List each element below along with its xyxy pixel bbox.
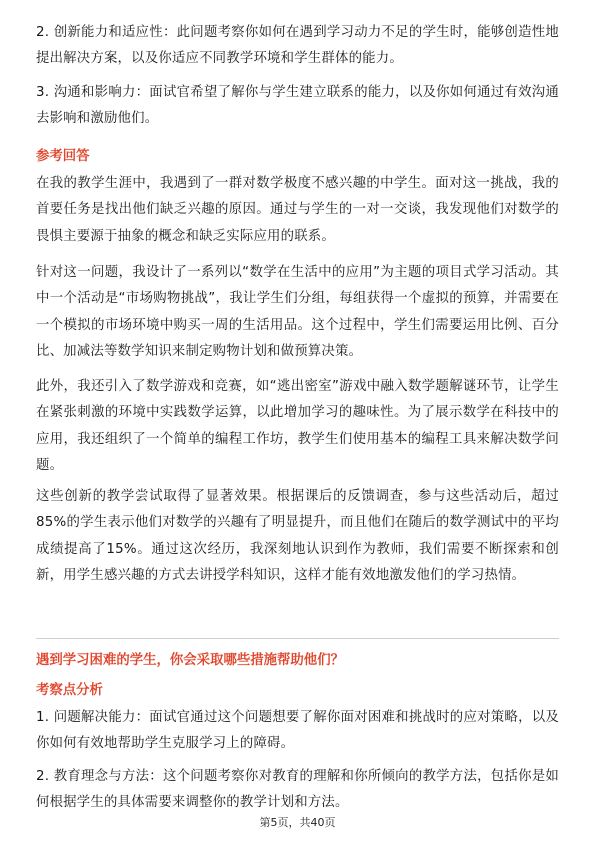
reference-answer-heading: 参考回答 xyxy=(36,149,90,164)
analysis-item-education-philosophy: 2. 教育理念与方法：这个问题考察你对教育的理解和你所倾向的教学方法，包括你是如何根据学生的具体需要来调整你的教学计划和方法。 xyxy=(36,769,559,811)
answer-paragraph-4: 这些创新的教学尝试取得了显著效果。根据课后的反馈调查，参与这些活动后，超过85%的学生表示他们对数学的兴趣有了明显提升，而且他们在随后的数学测试中的平均成绩提高了15%。通过这次经历，我深刻地认识到作为教师，我们需要不断探索和创新，用学生感兴趣的方式去讲授学科知识，这样才能有效地激发他们的学习热情。 xyxy=(36,489,559,584)
answer-paragraph-2: 针对这一问题，我设计了一系列以“数学在生活中的应用”为主题的项目式学习活动。其中一个活动是“市场购物挑战”，我让学生们分组，每组获得一个虚拟的预算，并需要在一个模拟的市场环境中购买一周的生活用品。这个过程中，学生们需要运用比例、百分比、加减法等数学知识来制定购物计划和做预算决策。 xyxy=(36,265,559,360)
question-title: 遇到学习困难的学生，你会采取哪些措施帮助他们？ xyxy=(36,653,344,668)
section-divider xyxy=(36,638,559,639)
analysis-item-innovation: 2. 创新能力和适应性：此问题考察你如何在遇到学习动力不足的学生时，能够创造性地提出解决方案，以及你适应不同教学环境和学生群体的能力。 xyxy=(36,25,559,67)
analysis-item-communication: 3. 沟通和影响力：面试官希望了解你与学生建立联系的能力，以及你如何通过有效沟通去影响和激励他们。 xyxy=(36,85,559,127)
analysis-heading: 考察点分析 xyxy=(36,683,103,698)
page-number: 第5页，共40页 xyxy=(259,816,336,829)
answer-paragraph-1: 在我的教学生涯中，我遇到了一群对数学极度不感兴趣的中学生。面对这一挑战，我的首要任务是找出他们缺乏兴趣的原因。通过与学生的一对一交谈，我发现他们对数学的畏惧主要源于抽象的概念和缺乏实际应用的联系。 xyxy=(36,176,559,244)
answer-paragraph-3: 此外，我还引入了数学游戏和竞赛，如“逃出密室”游戏中融入数学题解谜环节，让学生在紧张刺激的环境中实践数学运算，以此增加学习的趣味性。为了展示数学在科技中的应用，我还组织了一个简单的编程工作坊，教学生们使用基本的编程工具来解决数学问题。 xyxy=(36,379,559,474)
analysis-item-problem-solving: 1. 问题解决能力：面试官通过这个问题想要了解你面对困难和挑战时的应对策略，以及你如何有效地帮助学生克服学习上的障碍。 xyxy=(36,710,559,752)
